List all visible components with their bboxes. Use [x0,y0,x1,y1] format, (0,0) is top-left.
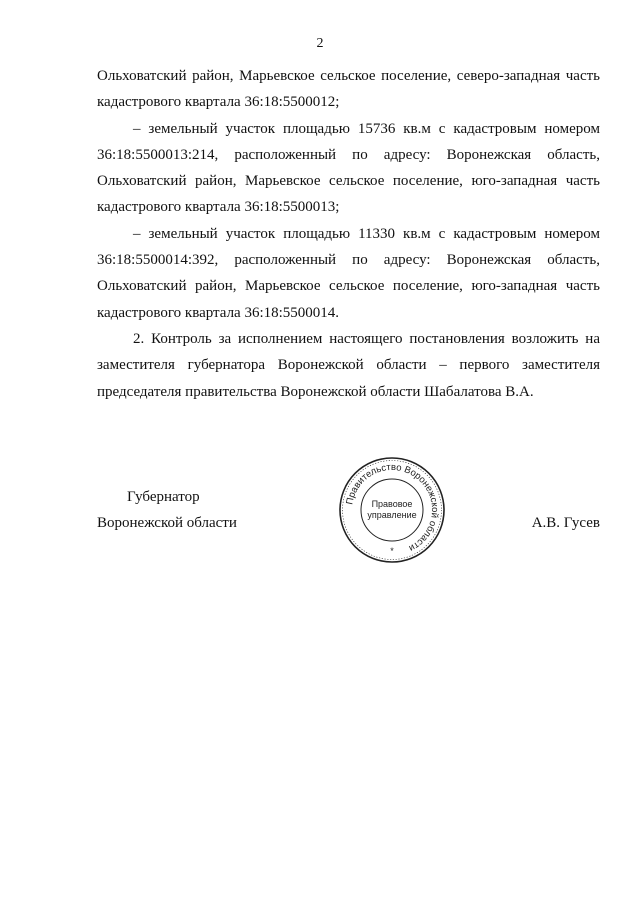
signatory-title [97,484,297,536]
stamp-seal-icon [337,455,447,565]
paragraph-control-clause: 2. Контроль за исполнением настоящего постановления возложить на заместителя губернатора Воронежской области – первого заместителя председателя правительства Воронежской области Шабалатова В.А. [97,330,600,400]
approval-stamp [337,455,447,565]
stamp-center-line1: Правовое [371,499,413,509]
paragraph-land-plot-2: – земельный участок площадью 11330 кв.м с кадастровым номером 36:18:5500014:392, расположенный по адресу: Воронежская область, Ольховатский район, Марьевское сельское поселение, юго-западная часть кадастрового квартала 36:18:5500014. [97,225,600,321]
stamp-star: * [390,546,394,556]
document-body [97,63,600,405]
page-number: 2 [316,36,324,51]
stamp-center-line2: управление [367,510,417,520]
stamp-ring-textpath: Правительство Воронежской области [344,461,441,554]
signatory-name: А.В. Гусев [531,515,600,531]
paragraph-continuation: Ольховатский район, Марьевское сельское поселение, северо-западная часть кадастрового квартала 36:18:5500012; [97,68,600,111]
signatory-title-line2: Воронежской области [97,515,237,531]
paragraph-land-plot-1: – земельный участок площадью 15736 кв.м с кадастровым номером 36:18:5500013:214, расположенный по адресу: Воронежская область, Ольховатский район, Марьевское сельское поселение, юго-западная часть кадастрового квартала 36:18:5500013; [97,120,600,216]
signatory-title-line1: Губернатор [127,489,200,505]
